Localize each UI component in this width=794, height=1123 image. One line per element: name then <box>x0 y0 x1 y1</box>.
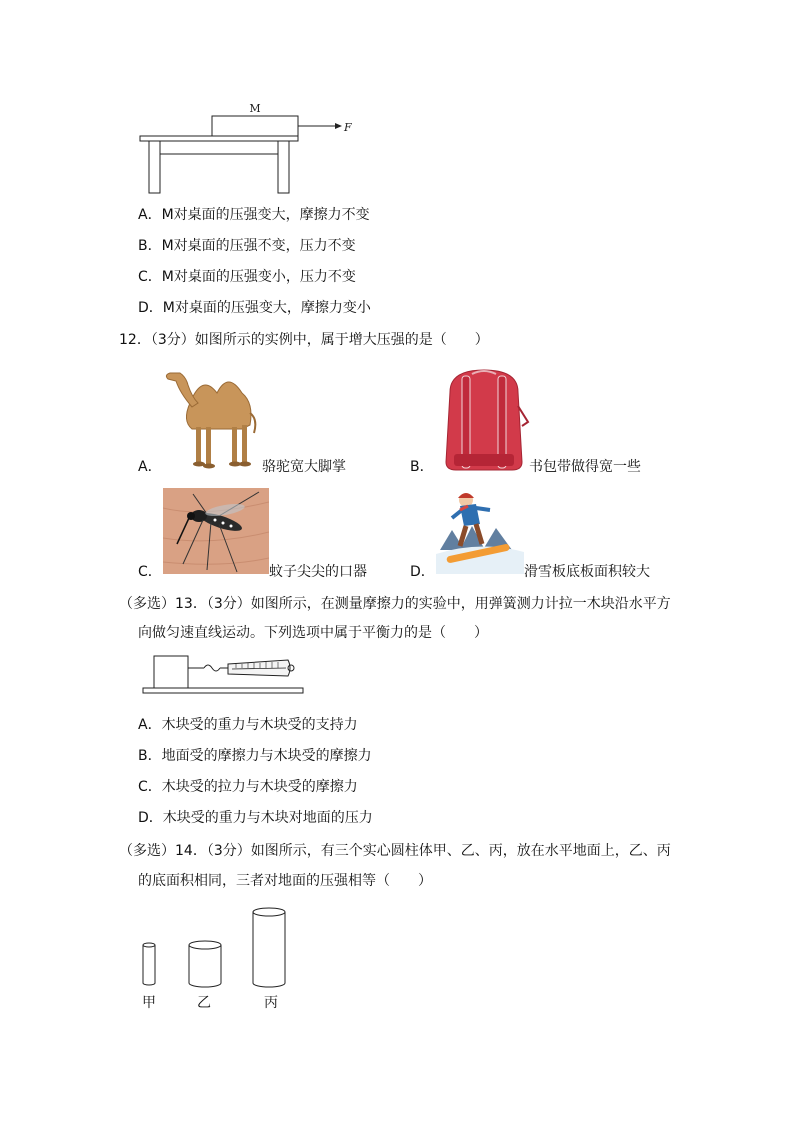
spring-scale-figure <box>140 652 310 694</box>
block-m <box>212 116 298 136</box>
q13-option-a: A．木块受的重力与木块受的支持力 <box>138 717 358 733</box>
ground-surface <box>143 688 303 693</box>
table-top <box>140 136 298 141</box>
q12-option-c-letter: C． <box>138 564 162 580</box>
wood-block <box>154 656 188 688</box>
backpack-image <box>436 366 532 472</box>
q13-option-b: B．地面受的摩擦力与木块受的摩擦力 <box>138 748 372 764</box>
q14-stem-line1: （多选）14．（3分）如图所示，有三个实心圆柱体甲、乙、丙，放在水平地面上，乙、丙 <box>119 843 671 859</box>
cylinder-label-jia: 甲 <box>142 995 156 1011</box>
q14-stem-line2: 的底面积相同，三者对地面的压强相等（ ） <box>138 873 432 889</box>
q12-stem: 12．（3分）如图所示的实例中，属于增大压强的是（ ） <box>119 332 489 348</box>
cylinder-label-bing: 丙 <box>264 995 278 1011</box>
mosquito-image <box>163 488 269 574</box>
q12-option-d-caption: 滑雪板底板面积较大 <box>524 564 650 580</box>
q12-option-c-caption: 蚊子尖尖的口器 <box>269 564 367 580</box>
q13-option-c: C．木块受的拉力与木块受的摩擦力 <box>138 779 358 795</box>
q13-stem-line1: （多选）13．（3分）如图所示，在测量摩擦力的实验中，用弹簧测力计拉一木块沿水平方 <box>119 596 671 612</box>
q11-option-a: A．M对桌面的压强变大，摩擦力不变 <box>138 207 370 223</box>
q13-stem-line2: 向做匀速直线运动。下列选项中属于平衡力的是（ ） <box>138 625 488 641</box>
q11-option-b: B．M对桌面的压强不变，压力不变 <box>138 238 356 254</box>
cylinders-figure <box>136 904 296 988</box>
snowboard-image <box>436 490 524 574</box>
table-block-figure <box>130 96 370 200</box>
cylinder-yi <box>189 941 221 987</box>
q12-option-d-letter: D． <box>410 564 435 580</box>
q13-option-d: D．木块受的重力与木块对地面的压力 <box>138 810 373 826</box>
table-leg-right <box>278 141 289 193</box>
cylinder-label-yi: 乙 <box>197 995 211 1011</box>
cylinder-jia <box>143 943 155 985</box>
q11-option-c: C．M对桌面的压强变小，压力不变 <box>138 269 356 285</box>
camel-image <box>162 363 262 469</box>
q11-option-d: D．M对桌面的压强变大，摩擦力变小 <box>138 300 371 316</box>
q12-option-b-caption: 书包带做得宽一些 <box>529 459 641 475</box>
block-m-label: M <box>249 102 261 115</box>
force-label: F <box>344 121 352 134</box>
cylinder-bing <box>253 908 285 987</box>
table-leg-left <box>149 141 160 193</box>
q12-option-b-letter: B． <box>410 459 434 475</box>
q12-option-a-letter: A． <box>138 459 162 475</box>
q12-option-a-caption: 骆驼宽大脚掌 <box>262 459 346 475</box>
